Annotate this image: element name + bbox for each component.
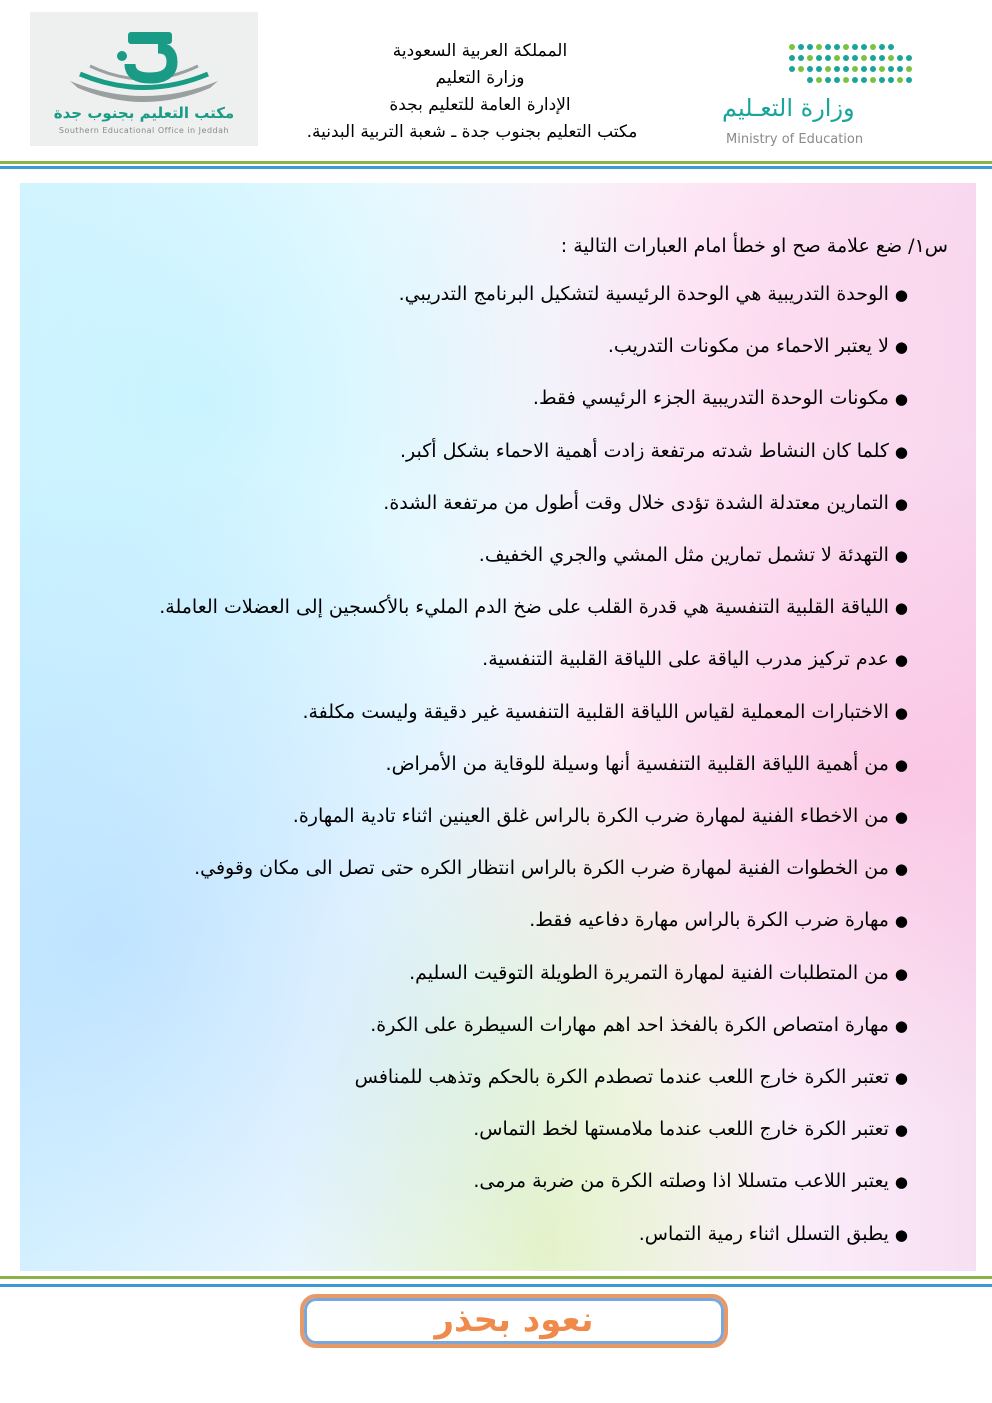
office-logo-english: Southern Educational Office in Jeddah: [58, 126, 230, 135]
bullet-icon: ●: [894, 494, 908, 513]
bullet-icon: ●: [894, 286, 908, 304]
ministry-logo-english: Ministry of Education: [726, 132, 864, 147]
header-divider-blue: [0, 166, 992, 169]
statement-text: التهدئة لا تشمل تمارين مثل المشي والجري الخفيف.: [478, 544, 889, 566]
statement-item: [383, 492, 908, 514]
statement-item: [529, 909, 908, 931]
statement-text: الوحدة التدريبية هي الوحدة الرئيسية لتشكيل البرنامج التدريبي.: [398, 283, 889, 305]
statement-item: [386, 753, 908, 775]
ministry-dots-icon: [788, 42, 918, 92]
bullet-icon: ●: [894, 390, 908, 409]
header-line-administration: الإدارة العامة للتعليم بجدة: [389, 95, 571, 115]
bullet-icon: ●: [894, 1225, 908, 1244]
header-divider-green: [0, 161, 992, 164]
statement-text: تعتبر الكرة خارج اللعب عندما تصطدم الكرة بالحكم وتذهب للمنافس: [354, 1066, 889, 1088]
bullet-icon: ●: [894, 1016, 908, 1035]
statement-text: اللياقة القلبية التنفسية هي قدرة القلب على ضخ الدم المليء بالأكسجين إلى العضلات العاملة.: [159, 596, 889, 619]
statement-text: عدم تركيز مدرب الياقة على اللياقة القلبية التنفسية.: [482, 648, 889, 671]
statement-text: التمارين معتدلة الشدة تؤدى خلال وقت أطول من مرتفعة الشدة.: [383, 491, 889, 514]
statement-text: يطبق التسلل اثناء رمية التماس.: [638, 1222, 889, 1245]
statement-item: [370, 1014, 908, 1036]
office-logo-name: مكتب التعليم بجنوب جدة: [53, 104, 235, 122]
footer-divider-blue: [0, 1284, 992, 1287]
statement-text: مهارة امتصاص الكرة بالفخذ احد اهم مهارات السيطرة على الكرة.: [370, 1013, 889, 1036]
statement-text: كلما كان النشاط شدته مرتفعة زادت أهمية الاحماء بشكل أكبر.: [399, 439, 889, 462]
header-titles: [295, 38, 665, 146]
bullet-icon: ●: [894, 860, 908, 879]
statement-item: [608, 335, 908, 357]
statement-item: [293, 805, 908, 827]
bullet-icon: ●: [894, 755, 908, 774]
bullet-icon: ●: [894, 912, 908, 931]
bullet-icon: ●: [894, 547, 908, 565]
statement-item: [194, 857, 908, 879]
bullet-icon: ●: [894, 1121, 908, 1140]
statement-text: من الخطوات الفنية لمهارة ضرب الكرة بالراس انتظار الكره حتى تصل الى مكان وقوفي.: [194, 857, 889, 880]
statement-item: [482, 648, 908, 670]
bullet-icon: ●: [894, 599, 908, 618]
bullet-icon: ●: [894, 964, 908, 983]
footer-slogan-logo: [300, 1294, 728, 1348]
statement-item: [479, 544, 908, 566]
header-line-kingdom: المملكة العربية السعودية: [392, 41, 568, 61]
worksheet-panel: [20, 183, 976, 1271]
southern-jeddah-office-logo: [30, 12, 258, 146]
bullet-icon: ●: [894, 1173, 908, 1192]
statement-item: [639, 1223, 908, 1245]
header-line-ministry: وزارة التعليم: [435, 68, 525, 88]
statement-text: الاختبارات المعملية لقياس اللياقة القلبية التنفسية غير دقيقة وليست مكلفة.: [302, 700, 889, 723]
statement-text: من أهمية اللياقة القلبية التنفسية أنها وسيلة للوقاية من الأمراض.: [385, 752, 889, 775]
statement-item: [533, 387, 908, 409]
statement-text: من الاخطاء الفنية لمهارة ضرب الكرة بالراس غلق العينين اثناء تادية المهارة.: [292, 805, 889, 827]
statement-text: مهارة ضرب الكرة بالراس مهارة دفاعيه فقط.: [529, 909, 889, 932]
bullet-icon: ●: [894, 442, 908, 461]
ministry-logo-arabic: وزارة التعـليم: [722, 94, 855, 122]
statement-item: [302, 701, 908, 723]
footer-divider-green: [0, 1276, 992, 1279]
header-line-office: مكتب التعليم بجنوب جدة ـ شعبة التربية البدنية.: [306, 122, 638, 142]
footer-slogan: نعود بحذر: [434, 1300, 594, 1340]
statement-text: من المتطلبات الفنية لمهارة التمريرة الطويلة التوقيت السليم.: [409, 961, 889, 984]
page-header: [0, 0, 992, 165]
statement-text: مكونات الوحدة التدريبية الجزء الرئيسي فقط.: [532, 387, 889, 410]
statement-item: [473, 1118, 908, 1140]
question-heading: س١/ ضع علامة صح او خطأ امام العبارات التالية :: [560, 235, 948, 257]
bullet-icon: ●: [894, 651, 908, 670]
statement-item: [399, 283, 908, 305]
bullet-icon: ●: [894, 808, 908, 826]
statement-text: تعتبر الكرة خارج اللعب عندما ملامستها لخط التماس.: [473, 1118, 889, 1141]
bullet-icon: ●: [894, 338, 908, 357]
statement-text: لا يعتبر الاحماء من مكونات التدريب.: [607, 335, 889, 358]
statement-item: [355, 1066, 908, 1088]
statement-text: يعتبر اللاعب متسللا اذا وصلته الكرة من ضربة مرمى.: [473, 1170, 889, 1193]
statements-list: [20, 183, 976, 1271]
bullet-icon: ●: [894, 703, 908, 722]
ministry-of-education-logo: [722, 38, 922, 158]
bullet-icon: ●: [894, 1069, 908, 1087]
office-emblem-icon: [60, 26, 228, 106]
statement-item: [473, 1170, 908, 1192]
statement-item: [400, 440, 908, 462]
statement-item: [409, 962, 908, 984]
statement-item: [159, 596, 908, 618]
